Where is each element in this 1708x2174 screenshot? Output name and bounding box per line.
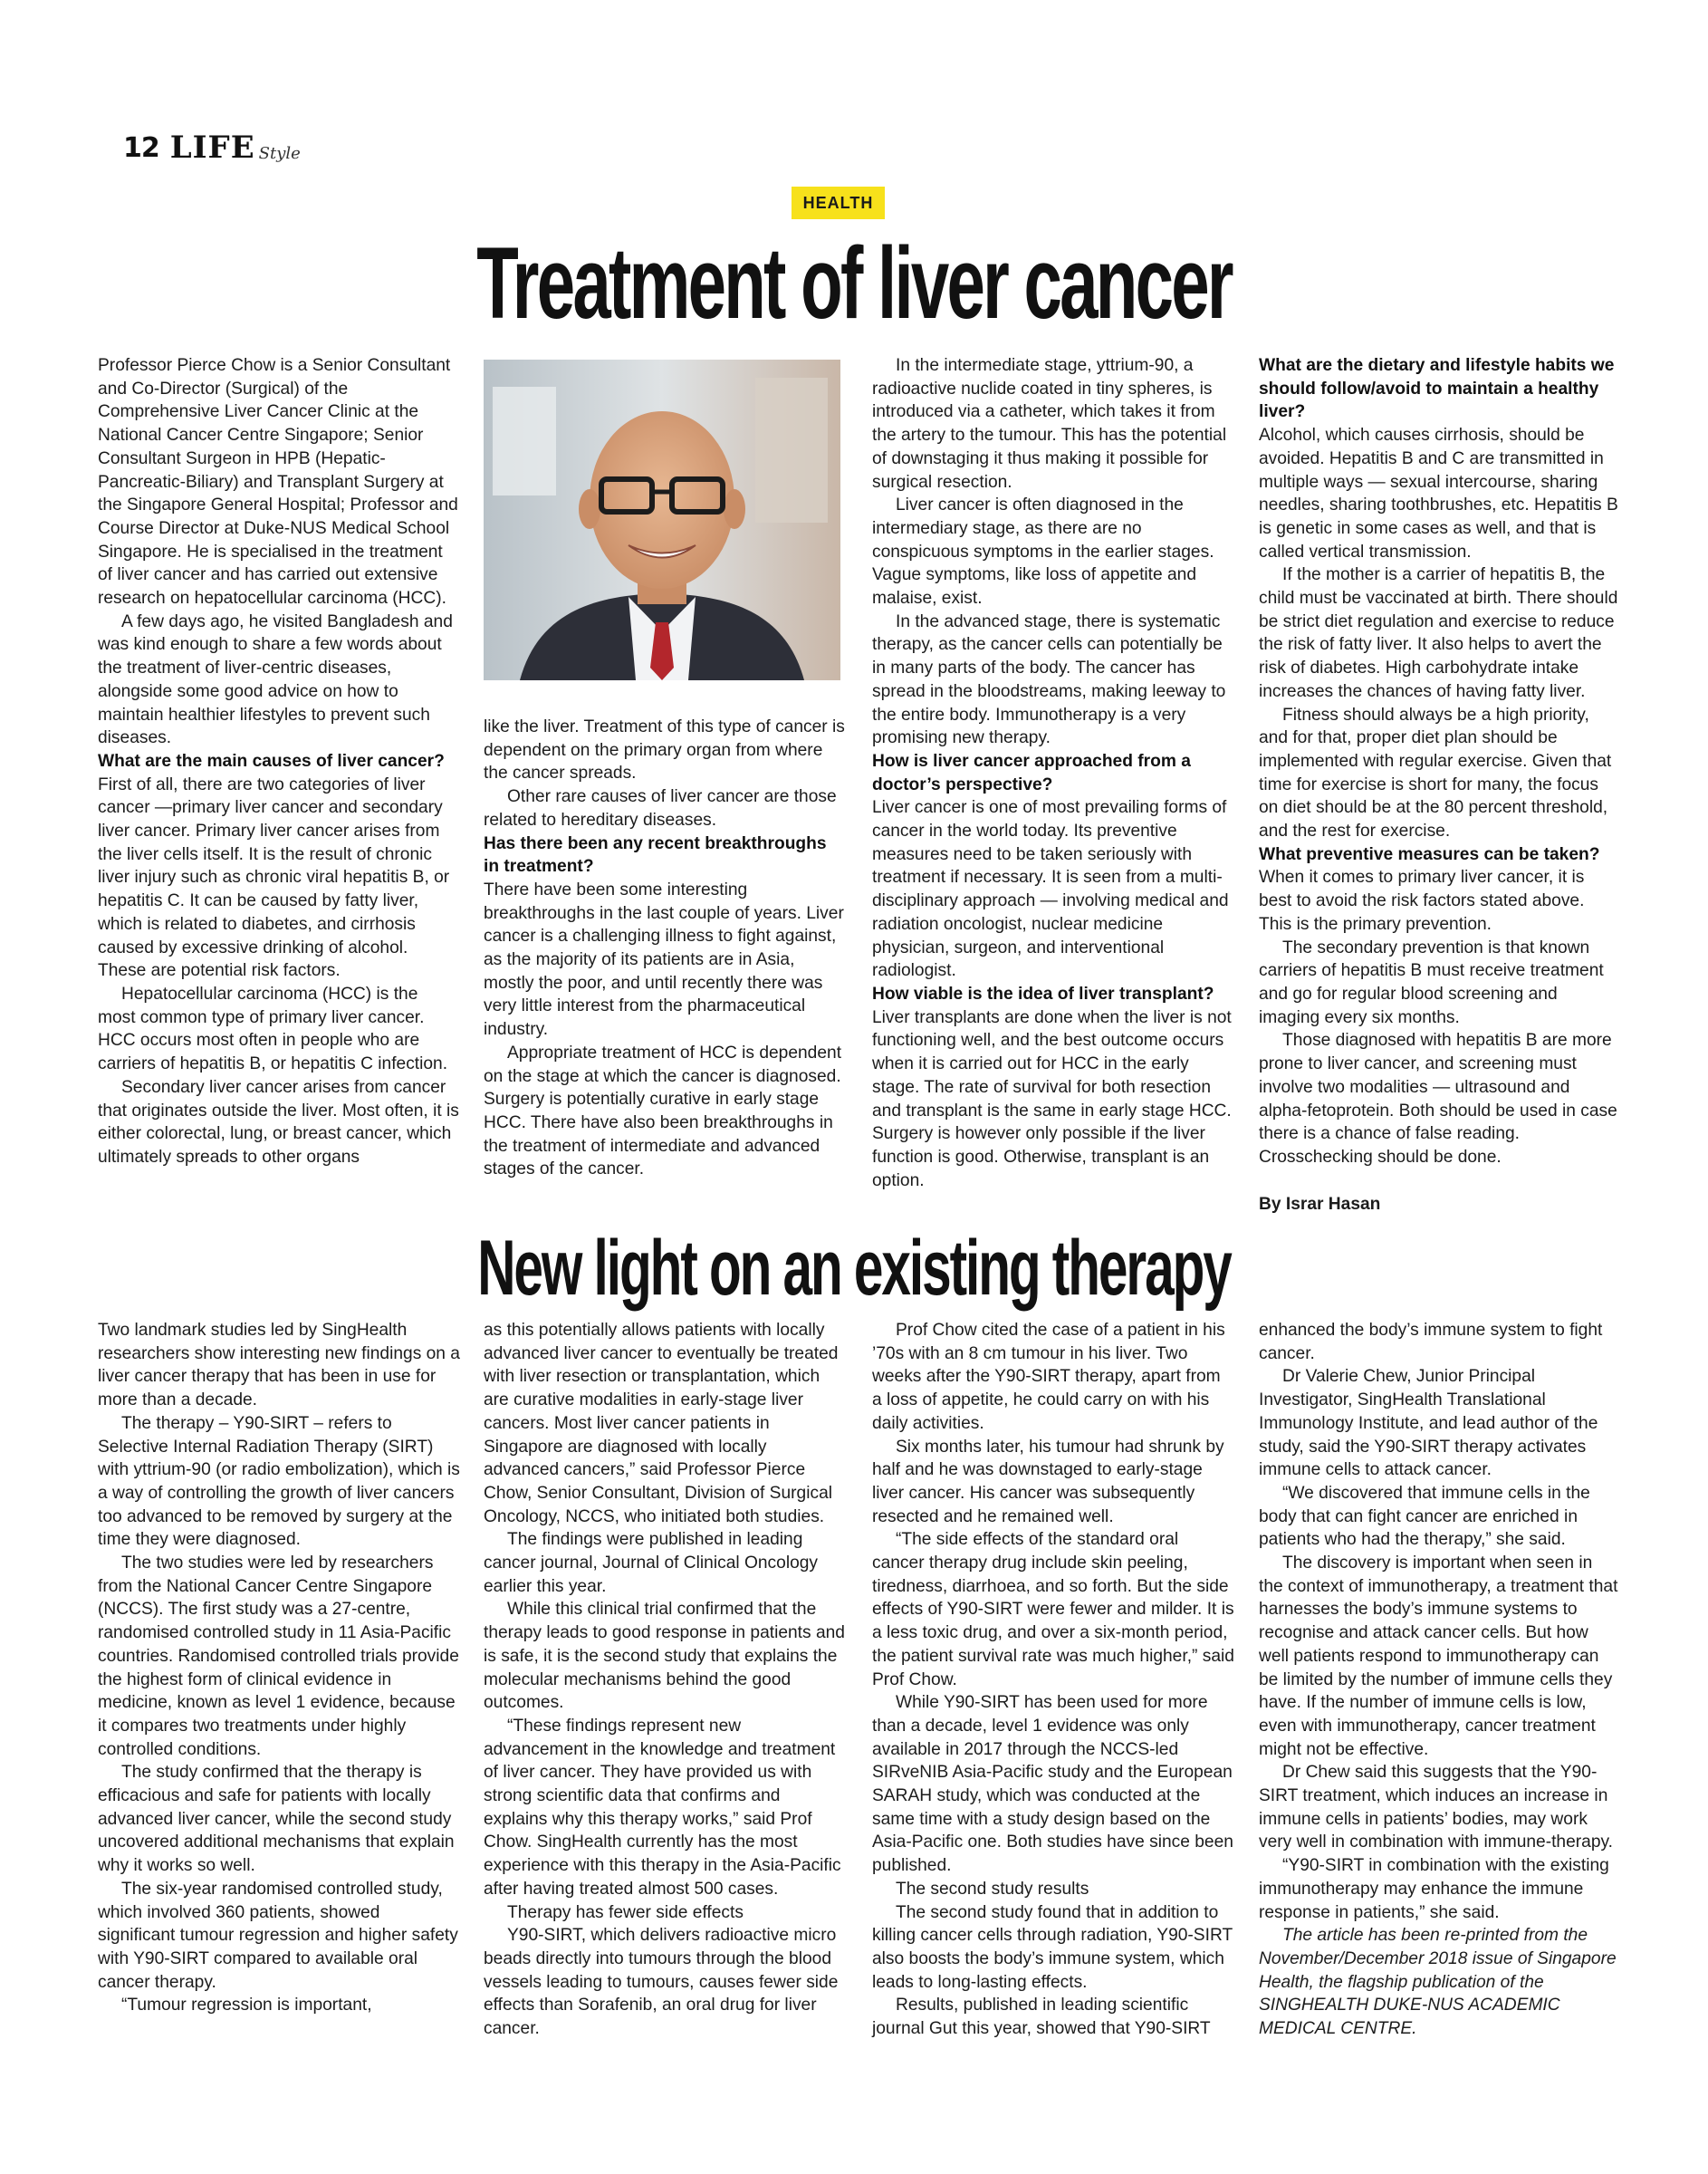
body-paragraph: While this clinical trial confirmed that the therapy leads to good response in patients and is safe, it is the second study that explains the molecular mechanisms behind the good outcomes.: [484, 1600, 845, 1713]
article2-column-4: [1259, 1319, 1621, 2041]
body-paragraph: Alcohol, which causes cirrhosis, should be avoided. Hepatitis B and C are transmitted in multiple ways — sexual intercourse, sharing needles, sharing toothbrushes, etc. Hepatitis B is genetic in some cases as well, and that is called vertical transmission.: [1259, 426, 1618, 562]
body-paragraph: “Y90-SIRT in combination with the existing immunotherapy may enhance the immune response in patients,” she said.: [1259, 1856, 1609, 1922]
body-paragraph: The secondary prevention is that known carriers of hepatitis B must receive treatment and go for regular blood screening and imaging every six months.: [1259, 938, 1604, 1027]
article-headline: Treatment of liver cancer: [476, 226, 1232, 340]
body-paragraph: Those diagnosed with hepatitis B are more prone to liver cancer, and screening must involve two modalities — ultrasound and alpha-fetoprotein. Both should be used in case there is a chance of false reading. Crosschecking should be done.: [1259, 1031, 1617, 1167]
article1-column-2: [484, 716, 846, 1181]
body-paragraph: When it comes to primary liver cancer, it is best to avoid the risk factors stated above. This is the primary prevention.: [1259, 868, 1585, 934]
body-paragraph: “Tumour regression is important,: [121, 1996, 372, 2015]
body-paragraph: “These findings represent new advancement in the knowledge and treatment of liver cancer. They have provided us with strong scientific data that confirms and explains why this therapy works,” said Prof Chow. SingHealth currently has the most experience with this therapy in the Asia-Pacific after having treated almost 500 cases.: [484, 1716, 841, 1899]
body-paragraph: Other rare causes of liver cancer are those related to hereditary diseases.: [484, 787, 837, 830]
section-tag: HEALTH: [792, 187, 885, 219]
article1-column-1: [98, 354, 460, 1169]
body-paragraph: Therapy has fewer side effects: [507, 1902, 744, 1922]
body-paragraph: In the advanced stage, there is systematic therapy, as the cancer cells can potentially be in many parts of the body. The cancer has spread in the bloodstreams, making leeway to the entire body. Immunotherapy is a very promising new therapy.: [872, 611, 1226, 748]
brand-logo-suffix: Style: [258, 143, 301, 163]
body-paragraph: Prof Chow cited the case of a patient in his ’70s with an 8 cm tumour in his liver. Two weeks after the Y90-SIRT therapy, apart from a loss of appetite, he could carry on with his daily activities.: [872, 1321, 1225, 1433]
page-number: 12: [123, 131, 159, 164]
article1-column-3: [872, 354, 1234, 1192]
body-paragraph: Dr Valerie Chew, Junior Principal Investigator, SingHealth Translational Immunology Institute, and lead author of the study, said the Y90-SIRT therapy activates immune cells to attack cancer.: [1259, 1367, 1598, 1480]
body-paragraph: The six-year randomised controlled study, which involved 360 patients, showed significant tumour regression and higher safety with Y90-SIRT compared to available oral cancer therapy.: [98, 1879, 458, 1992]
question-subheading: What are the main causes of liver cancer?: [98, 751, 445, 771]
body-paragraph: The findings were published in leading cancer journal, Journal of Clinical Oncology earlier this year.: [484, 1530, 819, 1596]
byline: By Israr Hasan: [1259, 1194, 1381, 1214]
article2-column-2: [484, 1319, 846, 2041]
question-subheading: How is liver cancer approached from a doctor’s perspective?: [872, 751, 1191, 794]
body-paragraph: as this potentially allows patients with locally advanced liver cancer to eventually be treated with liver resection or transplantation, which are curative modalities in early-stage liver cancers. Most liver cancer patients in Singapore are diagnosed with locally advanced cancers,” said Professor Pierce Chow, Senior Consultant, Division of Surgical Oncology, NCCS, who initiated both studies.: [484, 1321, 839, 1526]
body-paragraph: enhanced the body’s immune system to fight cancer.: [1259, 1321, 1603, 1363]
body-paragraph: Liver cancer is one of most prevailing forms of cancer in the world today. Its preventive measures need to be taken seriously with treatment if necessary. It is seen from a multi-disciplinary approach — involving medical and radiation oncologist, nuclear medicine physician, surgeon, and interventional radiologist.: [872, 798, 1229, 981]
body-paragraph: Liver cancer is often diagnosed in the intermediary stage, as there are no conspicuous symptoms in the earlier stages. Vague symptoms, like loss of appetite and malaise, exist.: [872, 495, 1214, 609]
body-paragraph: The study confirmed that the therapy is efficacious and safe for patients with locally advanced liver cancer, while the second study uncovered additional mechanisms that explain why it works so well.: [98, 1763, 455, 1876]
article2-column-1: [98, 1319, 460, 2017]
body-paragraph: The discovery is important when seen in the context of immunotherapy, a treatment that harnesses the body’s immune systems to recognise and attack cancer cells. But how well patients respond to immunotherapy can be limited by the number of immune cells they have. If the number of immune cells is low, even with immunotherapy, cancer treatment might not be effective.: [1259, 1554, 1618, 1759]
body-paragraph: Hepatocellular carcinoma (HCC) is the most common type of primary liver cancer. HCC occurs most often in people who are carriers of hepatitis B, or hepatitis C infection.: [98, 984, 448, 1074]
body-paragraph: “The side effects of the standard oral cancer therapy drug include skin peeling, tiredness, diarrhoea, and so forth. But the side effects of Y90-SIRT were fewer and milder. It is a less toxic drug, and over a six-month period, the patient survival rate was much higher,” said Prof Chow.: [872, 1530, 1234, 1689]
question-subheading: What preventive measures can be taken?: [1259, 844, 1600, 864]
article1-column-4: [1259, 354, 1621, 1216]
reprint-note: The article has been re-printed from the November/December 2018 issue of Singapore Health, the flagship publication of the SINGHEALTH DUKE-NUS ACADEMIC MEDICAL CENTRE.: [1259, 1926, 1617, 2039]
body-paragraph: If the mother is a carrier of hepatitis B, the child must be vaccinated at birth. There should be strict diet regulation and exercise to reduce the risk of fatty liver. It also helps to avert the risk of diabetes. High carbohydrate intake increases the chances of having fatty liver.: [1259, 565, 1618, 701]
body-paragraph: The two studies were led by researchers from the National Cancer Centre Singapore (NCCS). The first study was a 27-centre, randomised controlled study in 11 Asia-Pacific countries. Randomised controlled trials provide the highest form of clinical evidence in medicine, known as level 1 evidence, because it compares two treatments under highly controlled conditions.: [98, 1554, 459, 1759]
brand-logo: LIFE: [169, 130, 255, 166]
body-paragraph: There have been some interesting breakthroughs in the last couple of years. Liver cancer is a challenging illness to fight against, as the majority of its patients are in Asia, mostly the poor, and until recently there was very little interest from the pharmaceutical industry.: [484, 880, 844, 1040]
body-paragraph: Six months later, his tumour had shrunk by half and he was downstaged to early-stage liver cancer. His cancer was subsequently resected and he remained well.: [872, 1437, 1224, 1526]
body-paragraph: Fitness should always be a high priority, and for that, proper diet plan should be implemented with regular exercise. Given that time for exercise is short for many, the focus on diet should be at the 80 percent threshold, and the rest for exercise.: [1259, 705, 1612, 842]
body-paragraph: like the liver. Treatment of this type of cancer is dependent on the primary organ from where the cancer spreads.: [484, 717, 845, 784]
body-paragraph: In the intermediate stage, yttrium-90, a radioactive nuclide coated in tiny spheres, is introduced via a catheter, which takes it from the artery to the tumour. This has the potential of downstaging it thus making it possible for surgical resection.: [872, 356, 1227, 492]
body-paragraph: Professor Pierce Chow is a Senior Consultant and Co-Director (Surgical) of the Comprehensive Liver Cancer Clinic at the National Cancer Centre Singapore; Senior Consultant Surgeon in HPB (Hepatic-Pancreatic-Biliary) and Transplant Surgery at the Singapore General Hospital; Professor and Course Director at Duke-NUS Medical School Singapore. He is specialised in the treatment of liver cancer and has carried out extensive research on hepatocellular carcinoma (HCC).: [98, 356, 458, 609]
body-paragraph: Secondary liver cancer arises from cancer that originates outside the liver. Most often, it is either colorectal, lung, or breast cancer, which ultimately spreads to other organs: [98, 1077, 459, 1167]
question-subheading: How viable is the idea of liver transplant?: [872, 984, 1214, 1004]
body-paragraph: Results, published in leading scientific journal Gut this year, showed that Y90-SIRT: [872, 1996, 1211, 2039]
question-subheading: Has there been any recent breakthroughs in treatment?: [484, 833, 827, 877]
author-portrait: [484, 360, 840, 680]
masthead: [123, 125, 301, 170]
body-paragraph: Appropriate treatment of HCC is dependent on the stage at which the cancer is diagnosed. Surgery is potentially curative in early stage HCC. There have also been breakthroughs in the treatment of intermediate and advanced stages of the cancer.: [484, 1043, 842, 1179]
article2-column-3: [872, 1319, 1234, 2041]
body-paragraph: The second study results: [896, 1879, 1089, 1899]
body-paragraph: First of all, there are two categories of liver cancer —primary liver cancer and secondary liver cancer. Primary liver cancer arises from the liver cells itself. It is the result of chronic liver injury such as chronic viral hepatitis B, or hepatitis C. It can be caused by fatty liver, which is related to diabetes, and cirrhosis caused by excessive drinking of alcohol. These are potential risk factors.: [98, 774, 450, 981]
body-paragraph: “We discovered that immune cells in the body that can fight cancer are enriched in patients who had the therapy,” she said.: [1259, 1483, 1590, 1550]
body-paragraph: Y90-SIRT, which delivers radioactive micro beads directly into tumours through the blood vessels leading to tumours, causes fewer side effects than Sorafenib, an oral drug for liver cancer.: [484, 1926, 839, 2039]
body-paragraph: While Y90-SIRT has been used for more than a decade, level 1 evidence was only available in 2017 through the NCCS-led SIRveNIB Asia-Pacific study and the European SARAH study, which was conducted at the same time with a study design based on the Asia-Pacific one. Both studies have since been published.: [872, 1693, 1233, 1876]
body-paragraph: Two landmark studies led by SingHealth researchers show interesting new findings on a liver cancer therapy that has been in use for more than a decade.: [98, 1321, 460, 1410]
question-subheading: What are the dietary and lifestyle habits we should follow/avoid to maintain a healthy liver?: [1259, 356, 1615, 422]
body-paragraph: The therapy – Y90-SIRT – refers to Selective Internal Radiation Therapy (SIRT) with yttrium-90 (or radio embolization), which is a way of controlling the growth of liver cancers too advanced to be removed by surgery at the time they were diagnosed.: [98, 1413, 460, 1550]
body-paragraph: Dr Chew said this suggests that the Y90-SIRT treatment, which induces an increase in immune cells in patients’ bodies, may work very well in combination with immune-therapy.: [1259, 1763, 1614, 1852]
body-paragraph: Liver transplants are done when the liver is not functioning well, and the best outcome occurs when it is carried out for HCC in the early stage. The rate of survival for both resection and transplant is the same in early stage HCC. Surgery is however only possible if the liver function is good. Otherwise, transplant is an option.: [872, 1007, 1232, 1190]
body-paragraph: The second study found that in addition to killing cancer cells through radiation, Y90-SIRT also boosts the body’s immune system, which leads to long-lasting effects.: [872, 1902, 1233, 1992]
body-paragraph: A few days ago, he visited Bangladesh and was kind enough to share a few words about the treatment of liver-centric diseases, alongside some good advice on how to maintain healthier lifestyles to prevent such diseases.: [98, 611, 453, 748]
article2-headline: New light on an existing therapy: [477, 1225, 1231, 1312]
